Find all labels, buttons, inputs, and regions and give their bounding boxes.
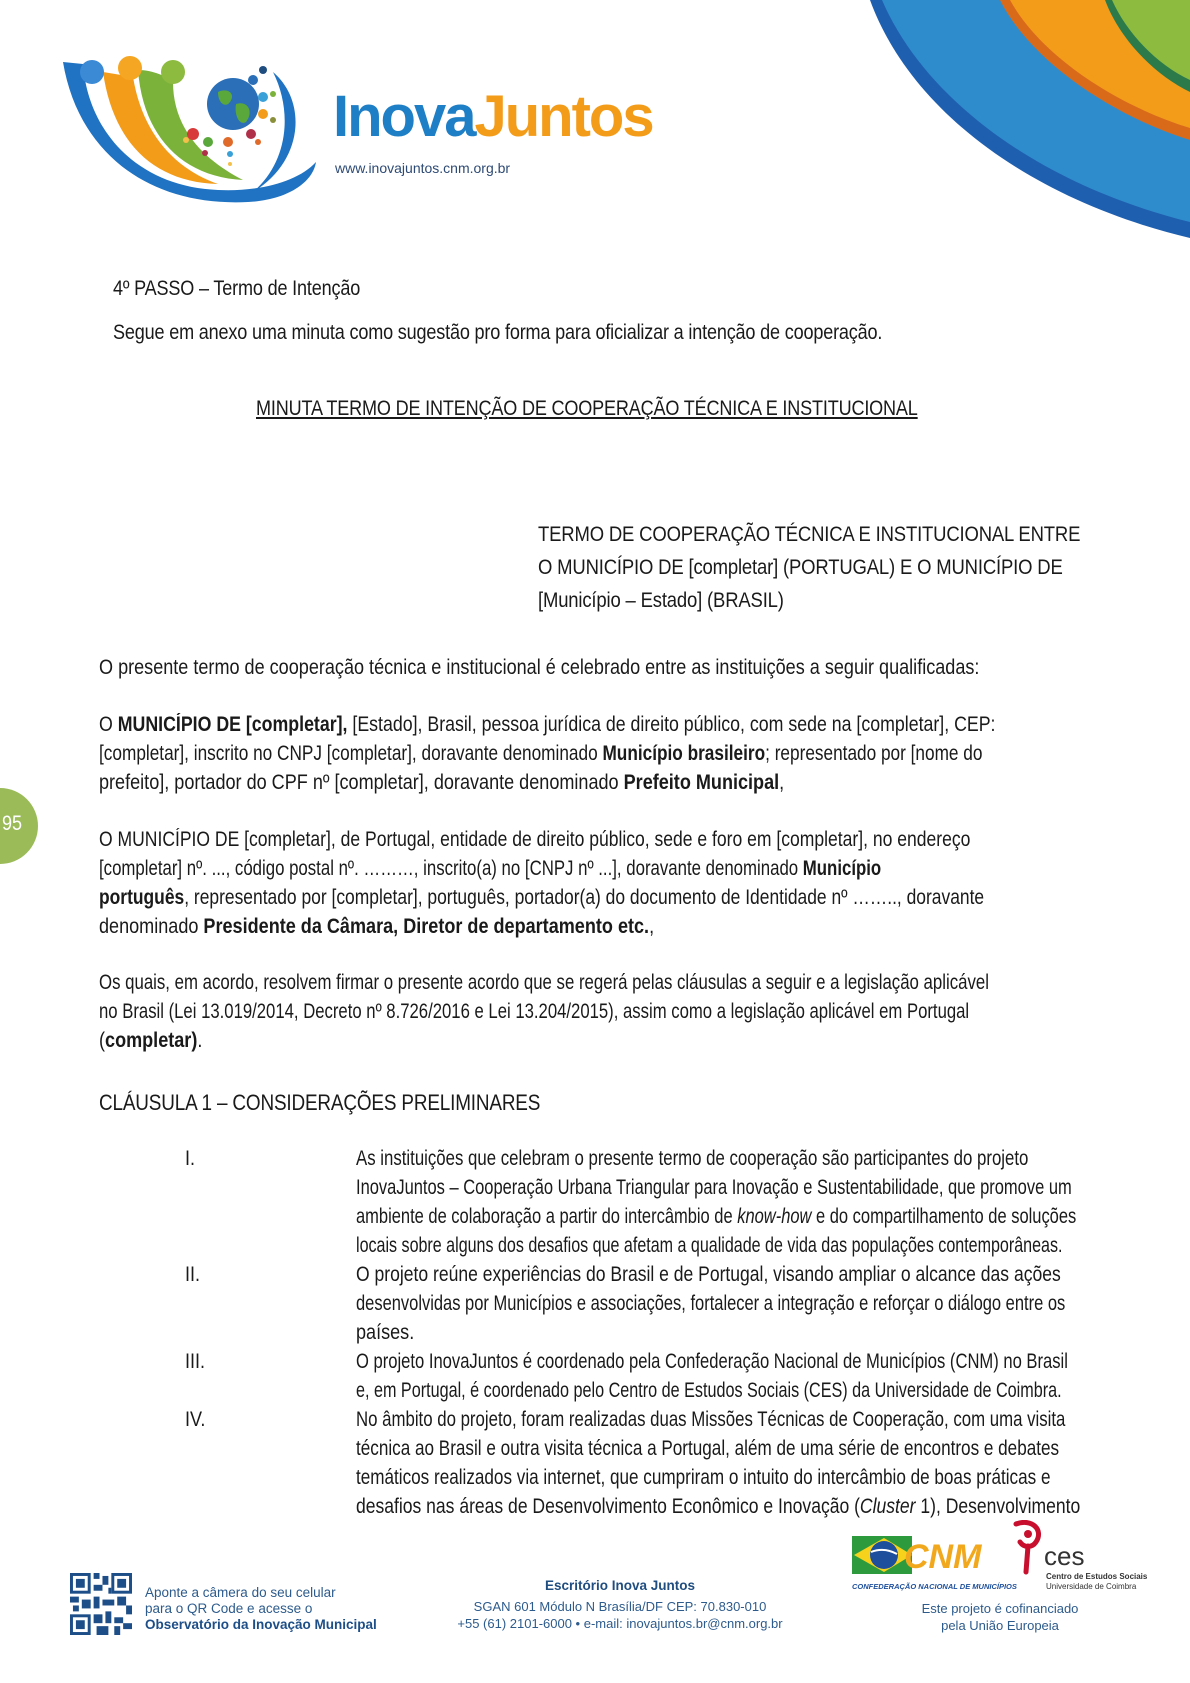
completar-term: completar) bbox=[105, 1029, 198, 1052]
text: prefeito], portador do CPF nº [completar], doravante denominado bbox=[99, 771, 624, 794]
clause-1-title: CLÁUSULA 1 – CONSIDERAÇÕES PRELIMINARES bbox=[99, 1090, 541, 1115]
corner-swoosh-decoration bbox=[850, 0, 1190, 240]
item-line: locais sobre alguns dos desafios que afetam a qualidade de vida das populações contemporâneas. bbox=[356, 1234, 1063, 1257]
termo-title-line: O MUNICÍPIO DE [completar] (PORTUGAL) E O MUNICÍPIO DE bbox=[538, 555, 1063, 579]
know-how-term: know-how bbox=[737, 1205, 812, 1228]
text: . bbox=[197, 1029, 203, 1052]
inovajuntos-logo-icon bbox=[58, 42, 318, 212]
office-info bbox=[430, 1577, 810, 1632]
cluster-term: Cluster bbox=[859, 1495, 916, 1518]
brand-part-juntos: Juntos bbox=[474, 84, 653, 149]
item-line: InovaJuntos – Cooperação Urbana Triangular para Inovação e Sustentabilidade, que promove um bbox=[356, 1176, 1072, 1199]
ces-subtitle-line: Universidade de Coimbra bbox=[1046, 1582, 1137, 1591]
text: , representado por [completar], português, portador(a) do documento de Identidade nº …….., doravante bbox=[184, 886, 985, 909]
termo-title-line: [Município – Estado] (BRASIL) bbox=[538, 588, 784, 612]
item-line: O projeto InovaJuntos é coordenado pela Confederação Nacional de Municípios (CNM) no Brasil bbox=[356, 1350, 1068, 1373]
item-line bbox=[356, 1492, 1081, 1521]
ces-subtitle bbox=[1046, 1572, 1147, 1592]
item-line: No âmbito do projeto, foram realizadas duas Missões Técnicas de Cooperação, com uma visita bbox=[356, 1408, 1066, 1431]
text: denominado bbox=[99, 915, 204, 938]
minuta-title: MINUTA TERMO DE INTENÇÃO DE COOPERAÇÃO TÉCNICA E INSTITUCIONAL bbox=[256, 397, 918, 420]
brand-url[interactable]: www.inovajuntos.cnm.org.br bbox=[335, 160, 511, 176]
eu-note-line: Este projeto é cofinanciado bbox=[921, 1601, 1079, 1616]
text: [completar] nº. ..., código postal nº. ………, inscrito(a) no [CNPJ nº ...], doravante denominado bbox=[99, 857, 803, 880]
eu-note-line: pela União Europeia bbox=[941, 1618, 1059, 1633]
brazil-line bbox=[99, 710, 996, 739]
page-number: 95 bbox=[2, 812, 23, 835]
text: [completar], inscrito no CNPJ [completar], doravante denominado bbox=[99, 742, 603, 765]
portugal-line bbox=[99, 854, 883, 883]
item-number: III. bbox=[185, 1350, 206, 1373]
item-line bbox=[356, 1202, 1077, 1231]
text: desafios nas áreas de Desenvolvimento Econômico e Inovação ( bbox=[356, 1495, 860, 1518]
text: O bbox=[99, 713, 118, 736]
cnm-logo-text: CNM bbox=[904, 1538, 982, 1576]
portugal-line: O MUNICÍPIO DE [completar], de Portugal, entidade de direito público, sede e foro em [completar], no endereço bbox=[99, 828, 971, 851]
municipio-brasileiro-term: Município brasileiro bbox=[602, 742, 766, 765]
observatorio-link[interactable]: Observatório da Inovação Municipal bbox=[145, 1617, 377, 1632]
brand-title bbox=[333, 84, 653, 149]
step-intro: Segue em anexo uma minuta como sugestão pro forma para oficializar a intenção de cooperação. bbox=[113, 321, 883, 344]
office-contact[interactable]: +55 (61) 2101-6000 • e-mail: inovajuntos.br@cnm.org.br bbox=[457, 1616, 783, 1631]
text: , bbox=[649, 915, 655, 938]
text: 1), Desenvolvimento bbox=[915, 1495, 1081, 1518]
agreement-line: no Brasil (Lei 13.019/2014, Decreto nº 8.726/2016 e Lei 13.204/2015), assim como a legislação aplicável em Portugal bbox=[99, 1000, 970, 1023]
item-number: I. bbox=[185, 1147, 196, 1170]
termo-title bbox=[538, 518, 1081, 617]
municipio-portugues-term: português bbox=[99, 886, 185, 909]
cnm-logo-icon bbox=[852, 1530, 982, 1580]
qr-text-line: Aponte a câmera do seu celular bbox=[145, 1585, 336, 1600]
ces-subtitle-line: Centro de Estudos Sociais bbox=[1046, 1572, 1148, 1581]
municipio-portugues-term: Município bbox=[802, 857, 882, 880]
text: ( bbox=[99, 1029, 106, 1052]
agreement-line: Os quais, em acordo, resolvem firmar o presente acordo que se regerá pelas cláusulas a seguir e a legislação aplicável bbox=[99, 971, 989, 994]
text: ; representado por [nome do bbox=[765, 742, 983, 765]
eu-cofunding-note bbox=[900, 1600, 1100, 1634]
item-line: O projeto reúne experiências do Brasil e de Portugal, visando ampliar o alcance das ações bbox=[356, 1263, 1061, 1286]
text: [Estado], Brasil, pessoa jurídica de direito público, com sede na [completar], CEP: bbox=[347, 713, 996, 736]
item-line: temáticos realizados via internet, que cumpriram o intuito do intercâmbio de boas práticas e bbox=[356, 1466, 1051, 1489]
brand-part-inova: Inova bbox=[333, 84, 475, 149]
item-number: II. bbox=[185, 1263, 201, 1286]
office-title: Escritório Inova Juntos bbox=[544, 1578, 696, 1593]
ces-logo-icon bbox=[1010, 1520, 1090, 1580]
portugal-line bbox=[99, 883, 985, 912]
text: ambiente de colaboração a partir do intercâmbio de bbox=[356, 1205, 738, 1228]
item-line: desenvolvidas por Municípios e associações, fortalecer a integração e reforçar o diálogo entre os bbox=[356, 1292, 1066, 1315]
office-address: SGAN 601 Módulo N Brasília/DF CEP: 70.830-010 bbox=[473, 1599, 767, 1614]
agreement-line bbox=[99, 1026, 942, 1055]
brazil-line bbox=[99, 739, 983, 768]
presidente-camara-term: Presidente da Câmara, Diretor de departamento etc. bbox=[203, 915, 650, 938]
item-number: IV. bbox=[185, 1408, 206, 1431]
portugal-party-paragraph bbox=[99, 825, 1079, 941]
step-title: 4º PASSO – Termo de Intenção bbox=[113, 277, 361, 300]
portugal-line bbox=[99, 912, 942, 941]
brazil-line bbox=[99, 768, 942, 797]
item-line: países. bbox=[356, 1321, 415, 1344]
prefeito-municipal-term: Prefeito Municipal bbox=[623, 771, 780, 794]
item-line: e, em Portugal, é coordenado pelo Centro de Estudos Sociais (CES) da Universidade de Coimbra. bbox=[356, 1379, 1062, 1402]
text: e do compartilhamento de soluções bbox=[811, 1205, 1077, 1228]
intro-paragraph bbox=[99, 653, 1079, 682]
qr-text-line: para o QR Code e acesse o bbox=[145, 1601, 313, 1616]
agreement-paragraph bbox=[99, 968, 1079, 1055]
ces-logo-text: ces bbox=[1044, 1541, 1085, 1571]
text: , bbox=[779, 771, 785, 794]
item-line: técnica ao Brasil e outra visita técnica a Portugal, além de uma série de encontros e debates bbox=[356, 1437, 1060, 1460]
intro-text: O presente termo de cooperação técnica e institucional é celebrado entre as instituições a seguir qualificadas: bbox=[99, 656, 980, 679]
qr-instructions bbox=[145, 1585, 377, 1633]
brazil-party-paragraph bbox=[99, 710, 1079, 797]
brazil-municipality-label: MUNICÍPIO DE [completar], bbox=[117, 713, 348, 736]
termo-title-line: TERMO DE COOPERAÇÃO TÉCNICA E INSTITUCIONAL ENTRE bbox=[538, 522, 1081, 546]
cnm-subtitle: CONFEDERAÇÃO NACIONAL DE MUNICÍPIOS bbox=[852, 1582, 1017, 1591]
item-line: As instituições que celebram o presente termo de cooperação são participantes do projeto bbox=[356, 1147, 1029, 1170]
qr-code-icon[interactable] bbox=[70, 1573, 132, 1635]
